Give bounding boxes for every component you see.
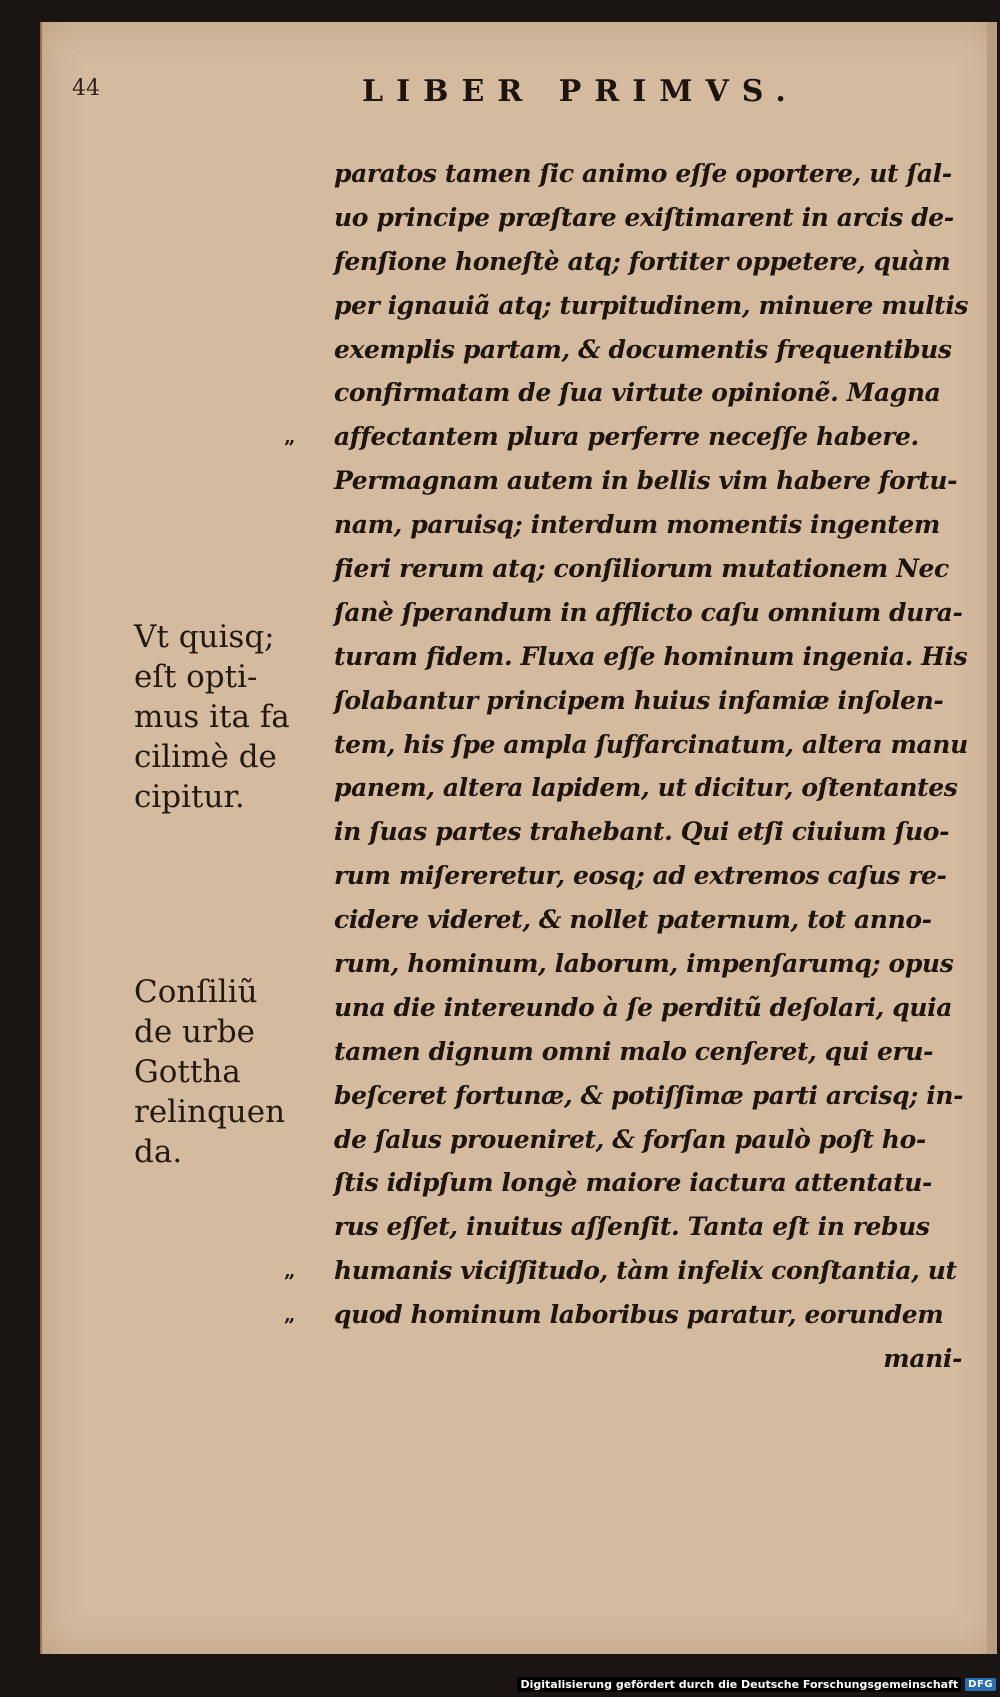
text-line (334, 1074, 964, 1118)
text-line (284, 1249, 964, 1293)
marginal-line: da. (134, 1134, 183, 1170)
line-text: affectantem plura perferre neceſſe habere. (334, 422, 919, 452)
text-line (334, 547, 964, 591)
line-text: tem, his ſpe ampla ſuffarcinatum, altera manu (334, 729, 968, 759)
marginal-line: mus ita fa (134, 699, 290, 735)
marginal-line: cipitur. (134, 779, 245, 815)
line-text: fenſione honeſtè atq; fortiter oppetere, quàm (334, 246, 951, 276)
dfg-logo-icon: DFG (965, 1678, 996, 1691)
line-text: rum, hominum, laborum, impenſarumq; opus (334, 949, 954, 979)
text-line (334, 810, 964, 854)
marginal-line: relinquen (134, 1094, 286, 1130)
text-line (334, 635, 968, 679)
line-text: panem, altera lapidem, ut dicitur, oſtentantes (334, 773, 958, 803)
text-line (334, 1161, 964, 1205)
line-text: ſanè ſperandum in afflicto caſu omnium dura- (334, 597, 963, 627)
line-text: quod hominum laboribus paratur, eorundem (334, 1300, 944, 1330)
line-text: turam fidem. Fluxa eſſe hominum ingenia. His (334, 641, 968, 671)
text-line (334, 766, 964, 810)
running-title: LIBER PRIMVS. (362, 74, 799, 109)
line-text: nam, paruisq; interdum momentis ingentem (334, 510, 940, 540)
text-line (334, 1030, 964, 1074)
gnomic-quote-mark: „ (284, 424, 296, 449)
marginal-line: Vt quisq; (134, 619, 275, 655)
line-text: una die intereundo à ſe perditũ deſolari, quia (334, 992, 953, 1022)
credit-text: Digitalisierung gefördert durch die Deutsche Forschungsgemeinschaft (517, 1677, 961, 1692)
text-line (334, 1118, 964, 1162)
text-line (284, 415, 964, 459)
text-line (334, 284, 969, 328)
line-text: exemplis partam, & documentis frequentibus (334, 334, 952, 364)
catchword-line (334, 1337, 964, 1381)
line-text: paratos tamen ſic animo eſſe oportere, ut ſal- (334, 159, 952, 188)
text-line (334, 371, 964, 415)
line-text: Permagnam autem in bellis vim habere fortu- (334, 466, 958, 496)
text-line (334, 1205, 964, 1249)
line-text: ſolabantur principem huius infamiæ inſolen- (334, 685, 944, 715)
marginal-line: eſt opti- (134, 659, 258, 695)
text-line (334, 591, 964, 635)
catchword: mani- (883, 1344, 962, 1374)
line-text: humanis viciſſitudo, tàm infelix conſtantia, ut (334, 1256, 957, 1286)
text-line (334, 942, 964, 986)
main-text-block (284, 152, 969, 1381)
marginal-note-virtue (134, 617, 334, 817)
line-text: confirmatam de ſua virtute opinionẽ. Magna (334, 378, 941, 408)
line-text: per ignauiã atq; turpitudinem, minuere multis (334, 290, 969, 320)
page-edge (987, 22, 997, 1654)
text-line (334, 679, 964, 723)
text-line (334, 723, 968, 767)
gnomic-quote-mark: „ (284, 1302, 296, 1327)
marginal-note-counsel (134, 972, 334, 1172)
line-text: tamen dignum omni malo cenſeret, qui eru- (334, 1036, 934, 1066)
line-text: rum miſereretur, eosq; ad extremos caſus re- (334, 861, 947, 891)
marginal-line: Conſiliũ (134, 974, 258, 1010)
line-text: de ſalus proueniret, & forſan paulò poſt ho- (334, 1124, 926, 1154)
marginal-line: Gottha (134, 1054, 241, 1090)
marginal-line: cilimè de (134, 739, 277, 775)
gnomic-quote-mark: „ (284, 1258, 296, 1283)
text-line (334, 196, 964, 240)
text-line (334, 898, 964, 942)
line-text: ſtis idipſum longè maiore iactura attentatu- (334, 1168, 933, 1198)
digitization-credit (517, 1675, 996, 1693)
marginal-line: de urbe (134, 1014, 256, 1050)
line-text: uo principe præſtare exiſtimarent in arcis de- (334, 202, 954, 232)
line-text: beſceret fortunæ, & potiſſimæ parti arcisq; in- (334, 1080, 964, 1110)
line-text: in ſuas partes trahebant. Qui etſi ciuium ſuo- (334, 817, 950, 847)
text-line (334, 854, 964, 898)
text-line (284, 1293, 964, 1337)
text-line (334, 503, 964, 547)
text-line (334, 328, 964, 372)
page-number: 44 (72, 76, 100, 101)
running-head (42, 74, 997, 114)
text-line (334, 152, 964, 196)
text-line (334, 240, 964, 284)
line-text: cidere videret, & nollet paternum, tot anno- (334, 905, 932, 935)
line-text: rus eſſet, inuitus aſſenſit. Tanta eſt in rebus (334, 1212, 930, 1242)
line-text: fieri rerum atq; conſiliorum mutationem Nec (334, 554, 949, 584)
text-line (334, 986, 964, 1030)
text-line (334, 459, 964, 503)
book-page (40, 22, 997, 1654)
